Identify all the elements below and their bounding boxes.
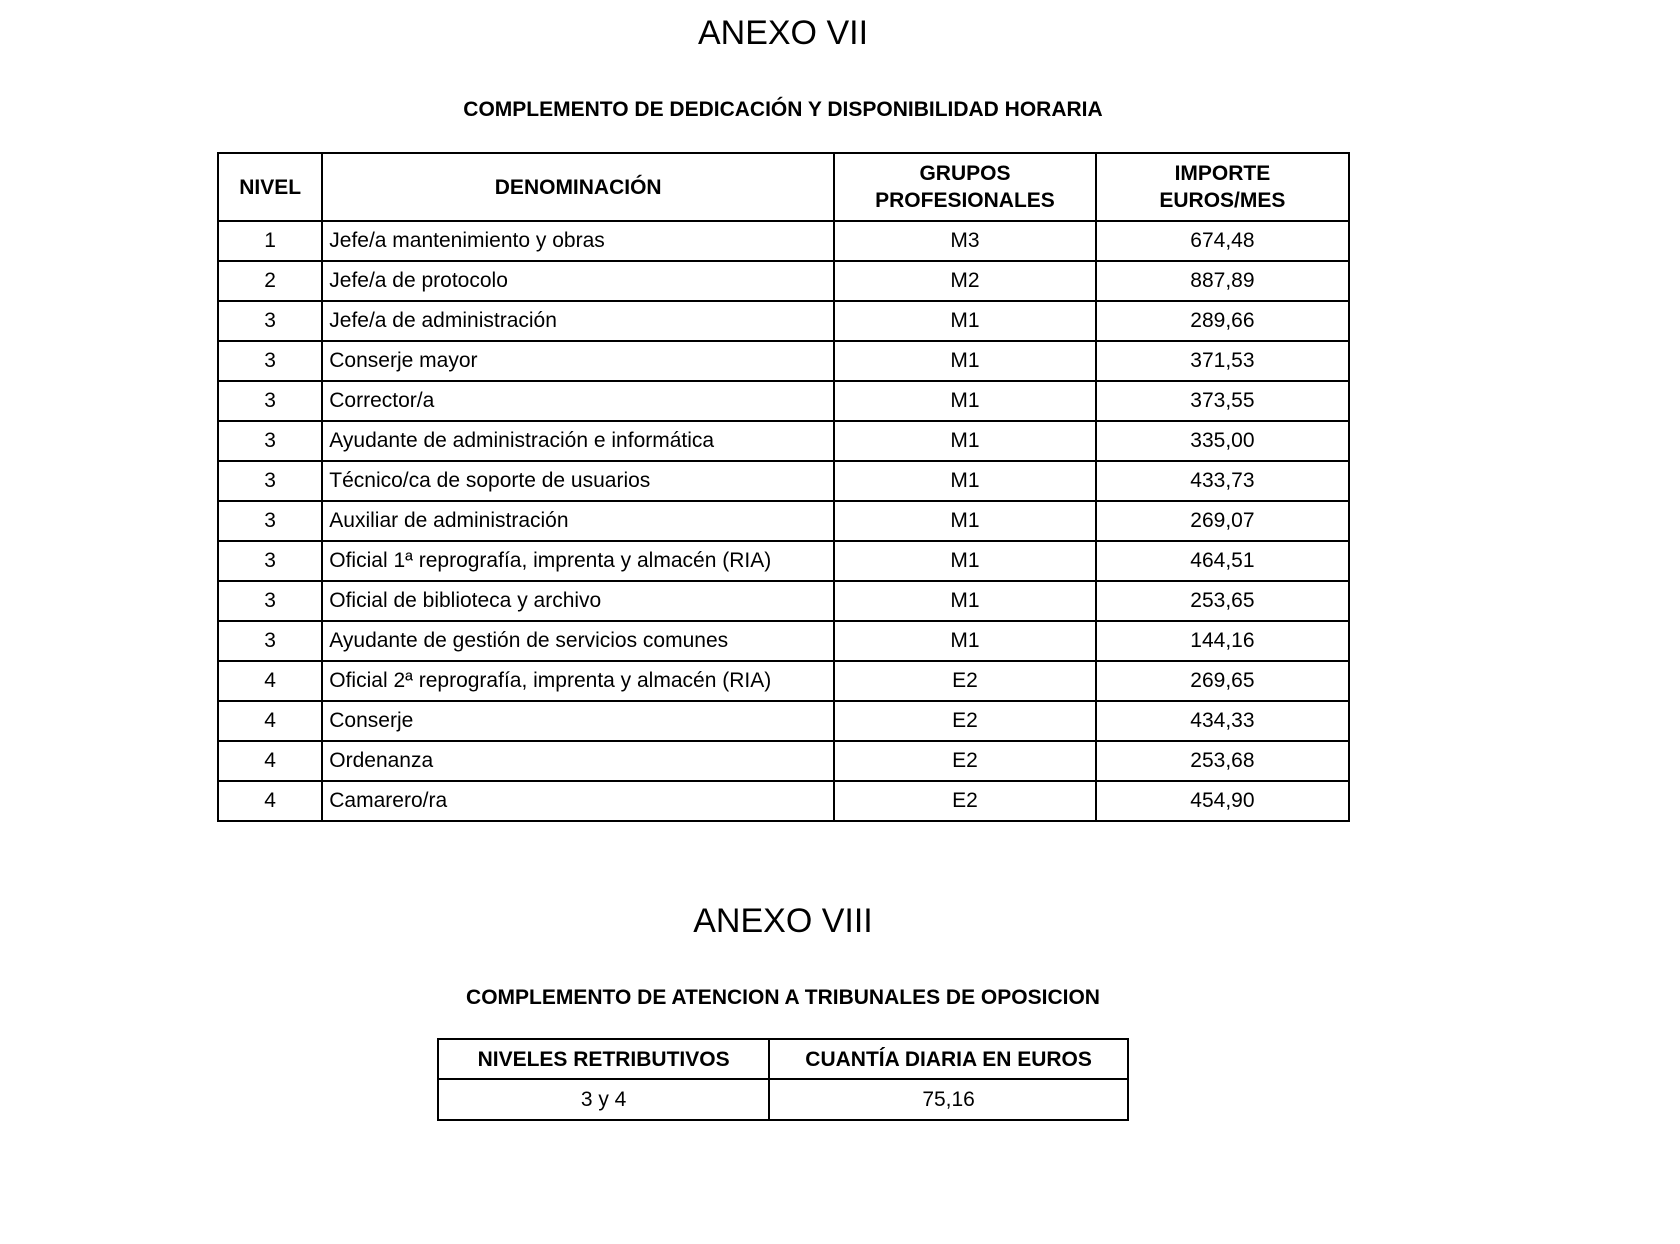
table-cell: E2 [834,701,1096,741]
table-cell: Auxiliar de administración [322,501,834,541]
table-cell: Conserje mayor [322,341,834,381]
table-cell: 674,48 [1096,221,1349,261]
table-row [218,221,1349,261]
table-cell: 269,07 [1096,501,1349,541]
table-cell: 464,51 [1096,541,1349,581]
table-cell: Oficial 2ª reprografía, imprenta y almacén (RIA) [322,661,834,701]
table-cell: 253,68 [1096,741,1349,781]
table-cell: Camarero/ra [322,781,834,821]
anexo-vii-subtitle: COMPLEMENTO DE DEDICACIÓN Y DISPONIBILIDAD HORARIA [463,98,1103,121]
table-cell: Conserje [322,701,834,741]
table-cell: Oficial 1ª reprografía, imprenta y almacén (RIA) [322,541,834,581]
table-cell: E2 [834,661,1096,701]
table-cell: E2 [834,781,1096,821]
table-cell: 144,16 [1096,621,1349,661]
table-cell: M1 [834,341,1096,381]
table-cell: M3 [834,221,1096,261]
table-cell: 2 [218,261,322,301]
table-cell: 4 [218,701,322,741]
anexo-viii-subtitle: COMPLEMENTO DE ATENCION A TRIBUNALES DE OPOSICION [466,986,1100,1009]
table-cell: 3 [218,421,322,461]
dedicacion-table [217,152,1350,822]
table-cell: M1 [834,501,1096,541]
table-row [218,541,1349,581]
table-cell: 4 [218,781,322,821]
table-cell: E2 [834,741,1096,781]
table-cell: 3 [218,541,322,581]
table-row [218,701,1349,741]
table-row [218,621,1349,661]
table-cell: M2 [834,261,1096,301]
table-cell: M1 [834,621,1096,661]
table-cell: 3 [218,381,322,421]
table-row [218,301,1349,341]
table-cell: Ayudante de gestión de servicios comunes [322,621,834,661]
table-cell: 3 [218,301,322,341]
column-header: NIVEL [218,153,322,221]
column-header: DENOMINACIÓN [322,153,834,221]
table-cell: 75,16 [769,1079,1128,1120]
table-cell: Oficial de biblioteca y archivo [322,581,834,621]
table-cell: 3 [218,341,322,381]
table-row [438,1079,1128,1120]
anexo-viii-title: ANEXO VIII [693,902,873,940]
table-cell: Jefe/a de administración [322,301,834,341]
table-cell: 4 [218,741,322,781]
column-header: NIVELES RETRIBUTIVOS [438,1039,769,1079]
table-cell: 1 [218,221,322,261]
table-cell: 269,65 [1096,661,1349,701]
table-cell: 289,66 [1096,301,1349,341]
table-cell: 433,73 [1096,461,1349,501]
table-header-row [218,153,1349,221]
table-cell: 371,53 [1096,341,1349,381]
table-cell: 454,90 [1096,781,1349,821]
table-cell: 887,89 [1096,261,1349,301]
table-cell: M1 [834,301,1096,341]
table-cell: 335,00 [1096,421,1349,461]
table-cell: Ayudante de administración e informática [322,421,834,461]
tribunales-table [437,1038,1129,1121]
table-row [218,261,1349,301]
table-row [218,421,1349,461]
table-cell: 253,65 [1096,581,1349,621]
table-cell: 373,55 [1096,381,1349,421]
column-header: CUANTÍA DIARIA EN EUROS [769,1039,1128,1079]
table-cell: 434,33 [1096,701,1349,741]
table-row [218,341,1349,381]
column-header: IMPORTE EUROS/MES [1096,153,1349,221]
table-row [218,581,1349,621]
table-cell: Jefe/a mantenimiento y obras [322,221,834,261]
table-cell: 4 [218,661,322,701]
table-cell: 3 [218,621,322,661]
table-cell: M1 [834,381,1096,421]
table-cell: M1 [834,541,1096,581]
table-row [218,741,1349,781]
table-cell: Técnico/ca de soporte de usuarios [322,461,834,501]
table-cell: 3 y 4 [438,1079,769,1120]
table-header-row [438,1039,1128,1079]
table-cell: Ordenanza [322,741,834,781]
table-cell: 3 [218,461,322,501]
table-row [218,501,1349,541]
table-row [218,461,1349,501]
table-row [218,781,1349,821]
table-cell: 3 [218,501,322,541]
table-cell: Jefe/a de protocolo [322,261,834,301]
table-cell: 3 [218,581,322,621]
table-row [218,661,1349,701]
column-header: GRUPOS PROFESIONALES [834,153,1096,221]
anexo-vii-title: ANEXO VII [697,14,869,52]
table-cell: M1 [834,581,1096,621]
table-cell: Corrector/a [322,381,834,421]
table-row [218,381,1349,421]
table-cell: M1 [834,461,1096,501]
table-cell: M1 [834,421,1096,461]
